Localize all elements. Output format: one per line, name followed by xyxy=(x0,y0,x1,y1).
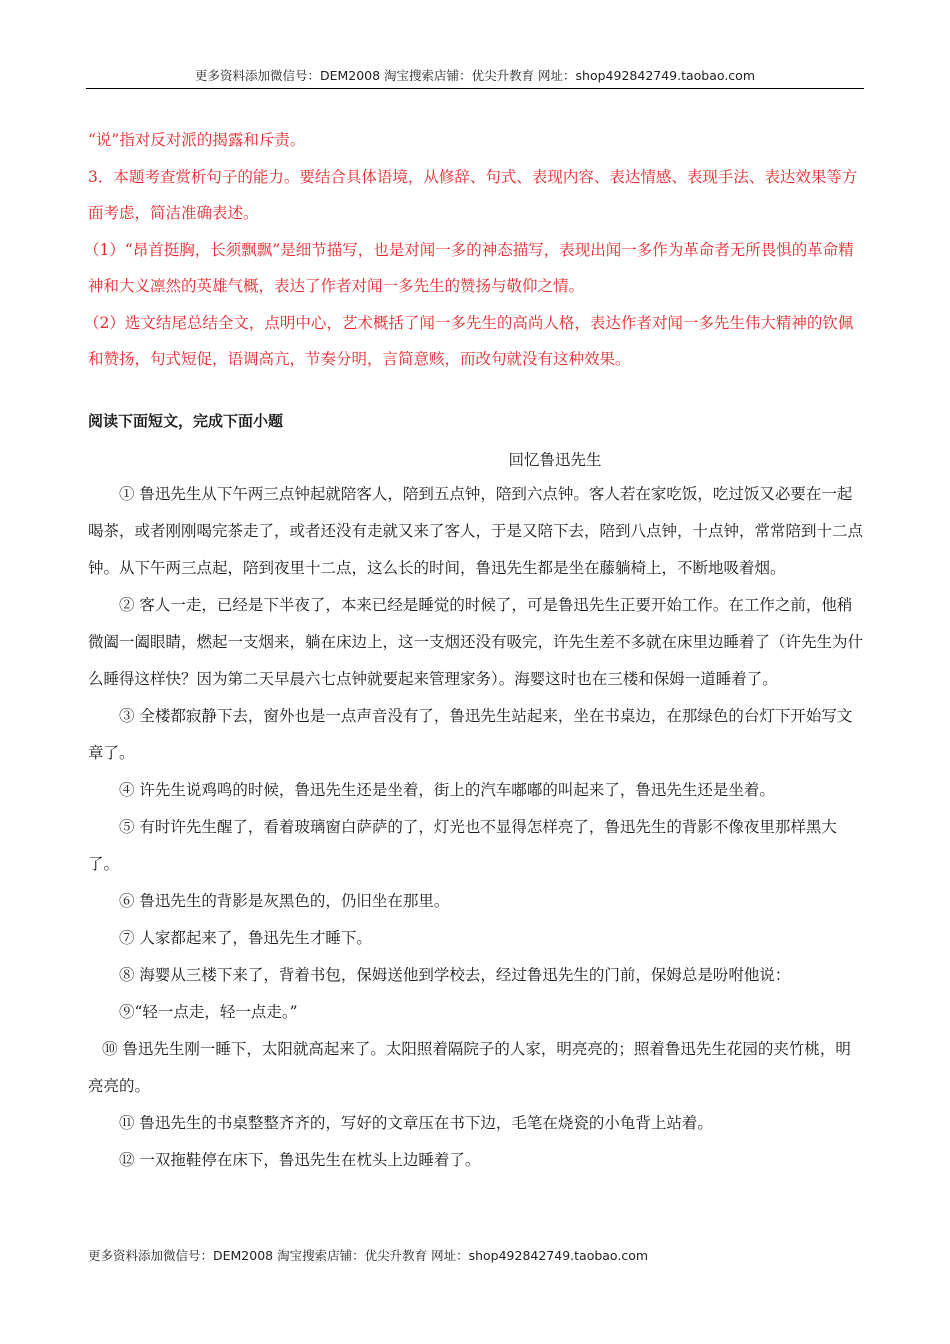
answer-line: （1）“昂首挺胸，长须飘飘”是细节描写，也是对闻一多的神态描写，表现出闻一多作为革命者无所畏惧的革命精神和大义凛然的英雄气概，表达了作者对闻一多先生的赞扬与敬仰之情。 xyxy=(84,240,854,295)
article-paragraph: ① 鲁迅先生从下午两三点钟起就陪客人，陪到五点钟，陪到六点钟。客人若在家吃饭，吃过饭又必要在一起喝茶，或者刚刚喝完茶走了，或者还没有走就又来了客人，于是又陪下去，陪到八点钟，十点钟，常常陪到十二点钟。从下午两三点起，陪到夜里十二点，这么长的时间，鲁迅先生都是坐在藤躺椅上，不断地吸着烟。 xyxy=(88,485,864,577)
article-paragraph: ② 客人一走，已经是下半夜了，本来已经是睡觉的时候了，可是鲁迅先生正要开始工作。在工作之前，他稍微阖一阖眼睛，燃起一支烟来，躺在床边上，这一支烟还没有吸完，许先生差不多就在床里边睡着了（许先生为什么睡得这样快？因为第二天早晨六七点钟就要起来管理家务）。海婴这时也在三楼和保姆一道睡着了。 xyxy=(88,596,864,688)
answer-line: （2）选文结尾总结全文，点明中心，艺术概括了闻一多先生的高尚人格，表达作者对闻一多先生伟大精神的钦佩和赞扬，句式短促，语调高亢，节奏分明，言简意赅，而改句就没有这种效果。 xyxy=(84,313,854,368)
answer-line: 3．本题考查赏析句子的能力。要结合具体语境，从修辞、句式、表现内容、表达情感、表现手法、表达效果等方面考虑，简洁准确表述。 xyxy=(88,167,858,222)
answer-explanation xyxy=(84,122,868,378)
article-paragraph: ⑪ 鲁迅先生的书桌整整齐齐的，写好的文章压在书下边，毛笔在烧瓷的小龟背上站着。 xyxy=(119,1114,713,1132)
article-paragraph: ⑨“轻一点走，轻一点走。” xyxy=(119,1003,298,1021)
page-footer-text: 更多资料添加微信号：DEM2008 淘宝搜索店铺：优尖升教育 网址：shop492842749.taobao.com xyxy=(88,1248,649,1263)
answer-line: “说”指对反对派的揭露和斥责。 xyxy=(88,131,306,149)
article-paragraph: ⑥ 鲁迅先生的背影是灰黑色的，仍旧坐在那里。 xyxy=(119,892,450,910)
article-paragraph: ⑤ 有时许先生醒了，看着玻璃窗白萨萨的了，灯光也不显得怎样亮了，鲁迅先生的背影不像夜里那样黑大了。 xyxy=(88,818,837,873)
article-paragraph: ④ 许先生说鸡鸣的时候，鲁迅先生还是坐着，街上的汽车嘟嘟的叫起来了，鲁迅先生还是坐着。 xyxy=(119,781,775,799)
header-divider xyxy=(86,88,864,89)
article-paragraph: ③ 全楼都寂静下去，窗外也是一点声音没有了，鲁迅先生站起来，坐在书桌边，在那绿色的台灯下开始写文章了。 xyxy=(88,707,853,762)
page-header-text: 更多资料添加微信号：DEM2008 淘宝搜索店铺：优尖升教育 网址：shop492842749.taobao.com xyxy=(194,68,756,83)
article-paragraph: ⑧ 海婴从三楼下来了，背着书包，保姆送他到学校去，经过鲁迅先生的门前，保姆总是吩咐他说： xyxy=(119,966,791,984)
article-paragraph: ⑦ 人家都起来了，鲁迅先生才睡下。 xyxy=(119,929,372,947)
article-paragraph: ⑫ 一双拖鞋停在床下，鲁迅先生在枕头上边睡着了。 xyxy=(119,1151,481,1169)
article-paragraph: ⑩ 鲁迅先生刚一睡下，太阳就高起来了。太阳照着隔院子的人家，明亮亮的；照着鲁迅先生花园的夹竹桃，明亮亮的。 xyxy=(88,1040,851,1095)
section-heading: 阅读下面短文，完成下面小题 xyxy=(88,412,284,430)
article-body xyxy=(88,476,866,1179)
article-title: 回忆鲁迅先生 xyxy=(508,451,602,469)
